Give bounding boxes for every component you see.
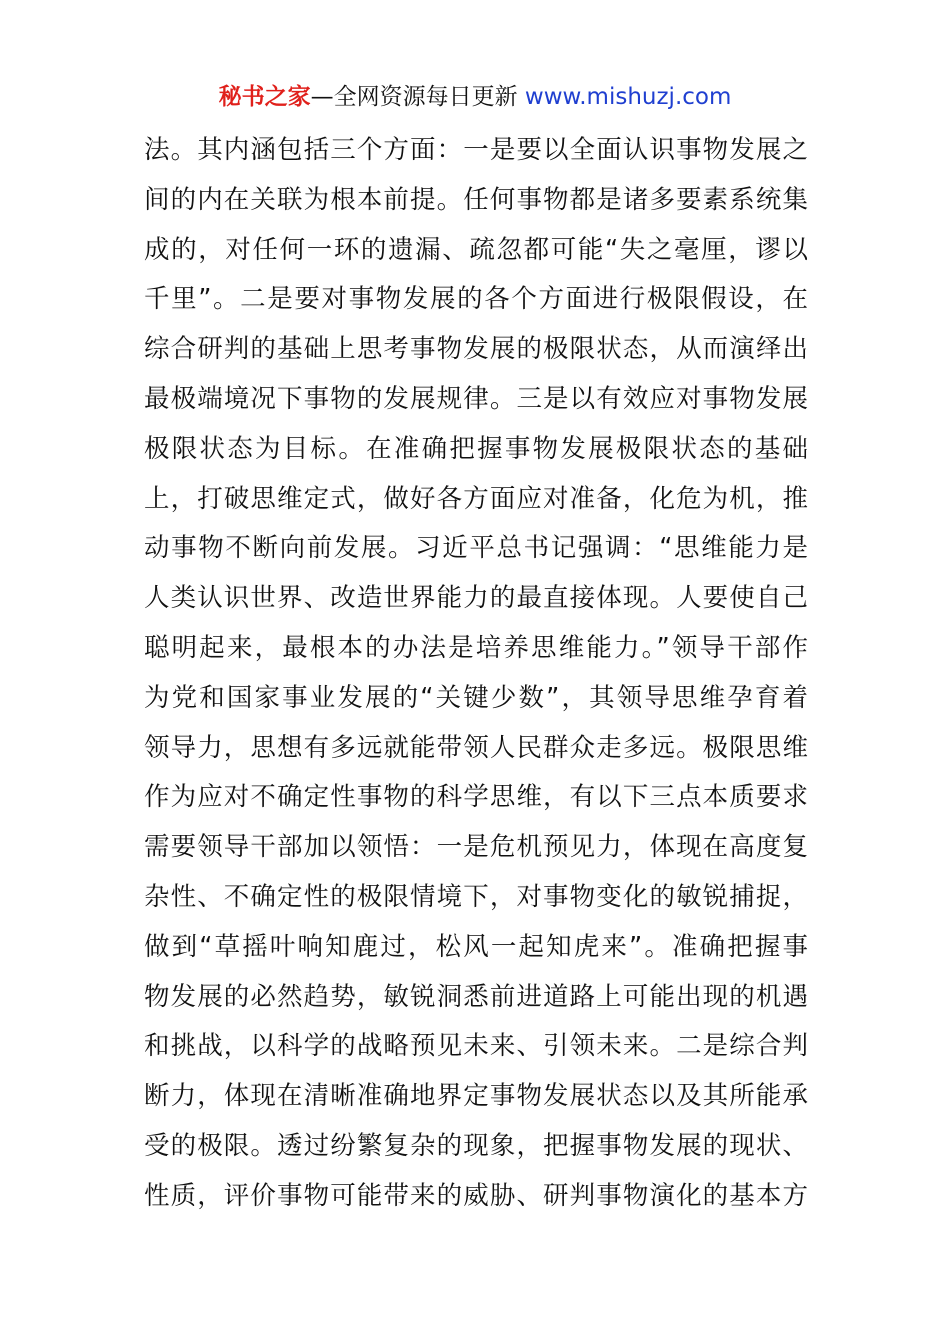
text-line: 间的内在关联为根本前提。任何事物都是诸多要素系统集: [144, 184, 808, 215]
text-line: 物发展的必然趋势，敏锐洞悉前进道路上可能出现的机遇: [144, 981, 808, 1012]
text-line: 聪明起来，最根本的办法是培养思维能力。”领导干部作: [144, 632, 808, 663]
text-line: 领导力，思想有多远就能带领人民群众走多远。极限思维: [144, 732, 808, 763]
text-line: 千里”。二是要对事物发展的各个方面进行极限假设，在: [144, 284, 808, 315]
text-line: 动事物不断向前发展。习近平总书记强调：“思维能力是: [144, 533, 808, 564]
document-body: [144, 126, 808, 1222]
text-line: 作为应对不确定性事物的科学思维，有以下三点本质要求: [144, 782, 808, 813]
text-line: 杂性、不确定性的极限情境下，对事物变化的敏锐捕捉，: [144, 881, 808, 912]
text-line: 综合研判的基础上思考事物发展的极限状态，从而演绎出: [144, 334, 808, 365]
text-line: 法。其内涵包括三个方面：一是要以全面认识事物发展之: [144, 135, 808, 165]
text-line: 需要领导干部加以领悟：一是危机预见力，体现在高度复: [144, 832, 808, 863]
text-line: 性质，评价事物可能带来的威胁、研判事物演化的基本方: [144, 1180, 808, 1211]
page-header: [0, 80, 950, 114]
text-line: 和挑战，以科学的战略预见未来、引领未来。二是综合判: [144, 1031, 808, 1062]
text-line: 上，打破思维定式，做好各方面应对准备，化危为机，推: [144, 483, 808, 514]
text-line: 最极端境况下事物的发展规律。三是以有效应对事物发展: [144, 383, 808, 414]
text-line: 断力，体现在清晰准确地界定事物发展状态以及其所能承: [144, 1081, 808, 1112]
site-tagline: —全网资源每日更新: [310, 84, 525, 110]
text-line: 为党和国家事业发展的“关键少数”，其领导思维孕育着: [144, 682, 808, 713]
site-url-link[interactable]: www.mishuzj.com: [524, 84, 732, 110]
site-brand: 秘书之家: [218, 84, 311, 110]
text-line: 极限状态为目标。在准确把握事物发展极限状态的基础: [144, 433, 808, 464]
text-line: 成的，对任何一环的遗漏、疏忽都可能“失之毫厘，谬以: [144, 234, 808, 265]
text-line: 人类认识世界、改造世界能力的最直接体现。人要使自己: [144, 583, 808, 614]
text-line: 受的极限。透过纷繁复杂的现象，把握事物发展的现状、: [144, 1130, 808, 1161]
text-line: 做到“草摇叶响知鹿过，松风一起知虎来”。准确把握事: [144, 931, 808, 962]
